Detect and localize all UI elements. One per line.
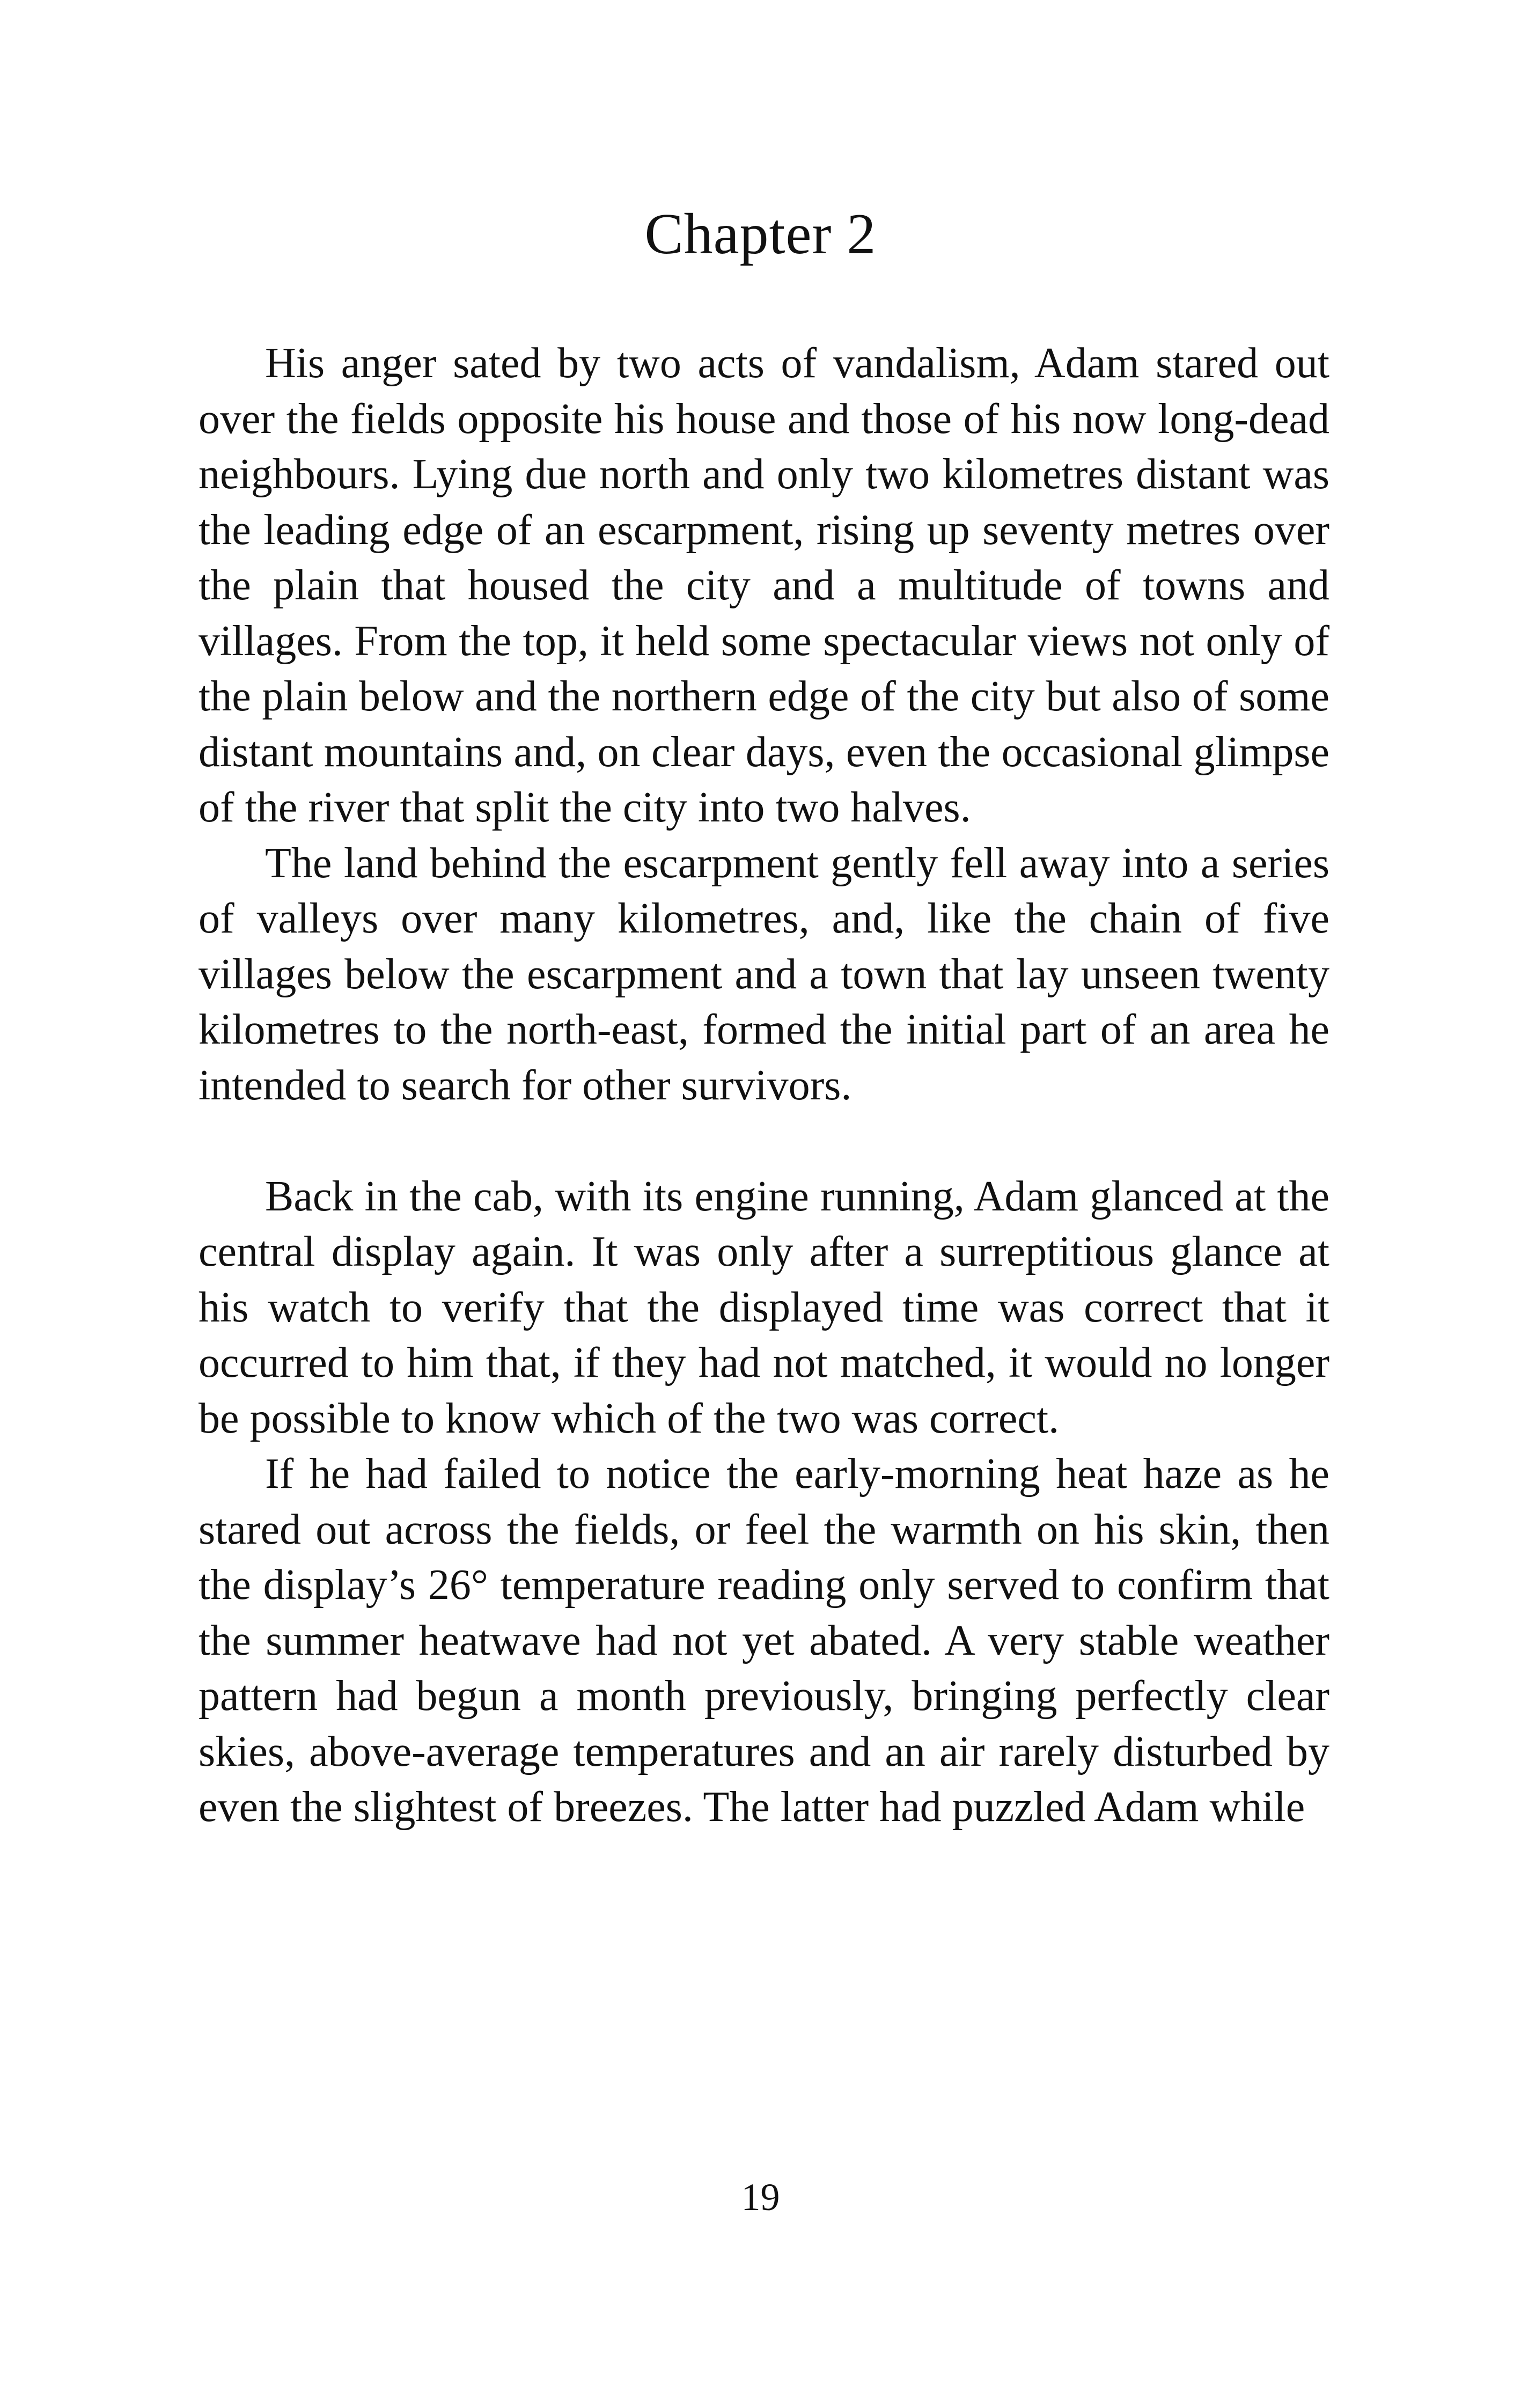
paragraph: Back in the cab, with its engine running, Adam glanced at the central display again. It was only after a surreptitious glance at his watch to verify that the displayed time was correct that it occurred to him that, if they had not matched, it would no longer be possible to know which of the two was correct.	[199, 1172, 1329, 1442]
chapter-title: Chapter 2	[644, 202, 877, 266]
body-text	[199, 336, 1329, 1836]
paragraph: The land behind the escarpment gently fell away into a series of valleys over many kilometres, and, like the chain of five villages below the escarpment and a town that lay unseen twenty kilometres to the north-east, formed the initial part of an area he intended to search for other survivors.	[199, 839, 1329, 1109]
page-number: 19	[741, 2176, 780, 2219]
paragraph: If he had failed to notice the early-morning heat haze as he stared out across the fields, or feel the warmth on his skin, then the display’s 26° temperature reading only served to confirm that the summer heatwave had not yet abated. A very stable weather pattern had begun a month previously, bringing perfectly clear skies, above-average temperatures and an air rarely disturbed by even the slightest of breezes. The latter had puzzled Adam while	[199, 1450, 1329, 1831]
paragraph: His anger sated by two acts of vandalism, Adam stared out over the fields opposite his house and those of his now long-dead neighbours. Lying due north and only two kilometres distant was the leading edge of an escarpment, rising up seventy metres over the plain that housed the city and a multitude of towns and villages. From the top, it held some spectacular views not only of the plain below and the northern edge of the city but also of some distant mountains and, on clear days, even the occasional glimpse of the river that split the city into two halves.	[199, 340, 1329, 831]
section-break	[199, 1113, 1329, 1169]
